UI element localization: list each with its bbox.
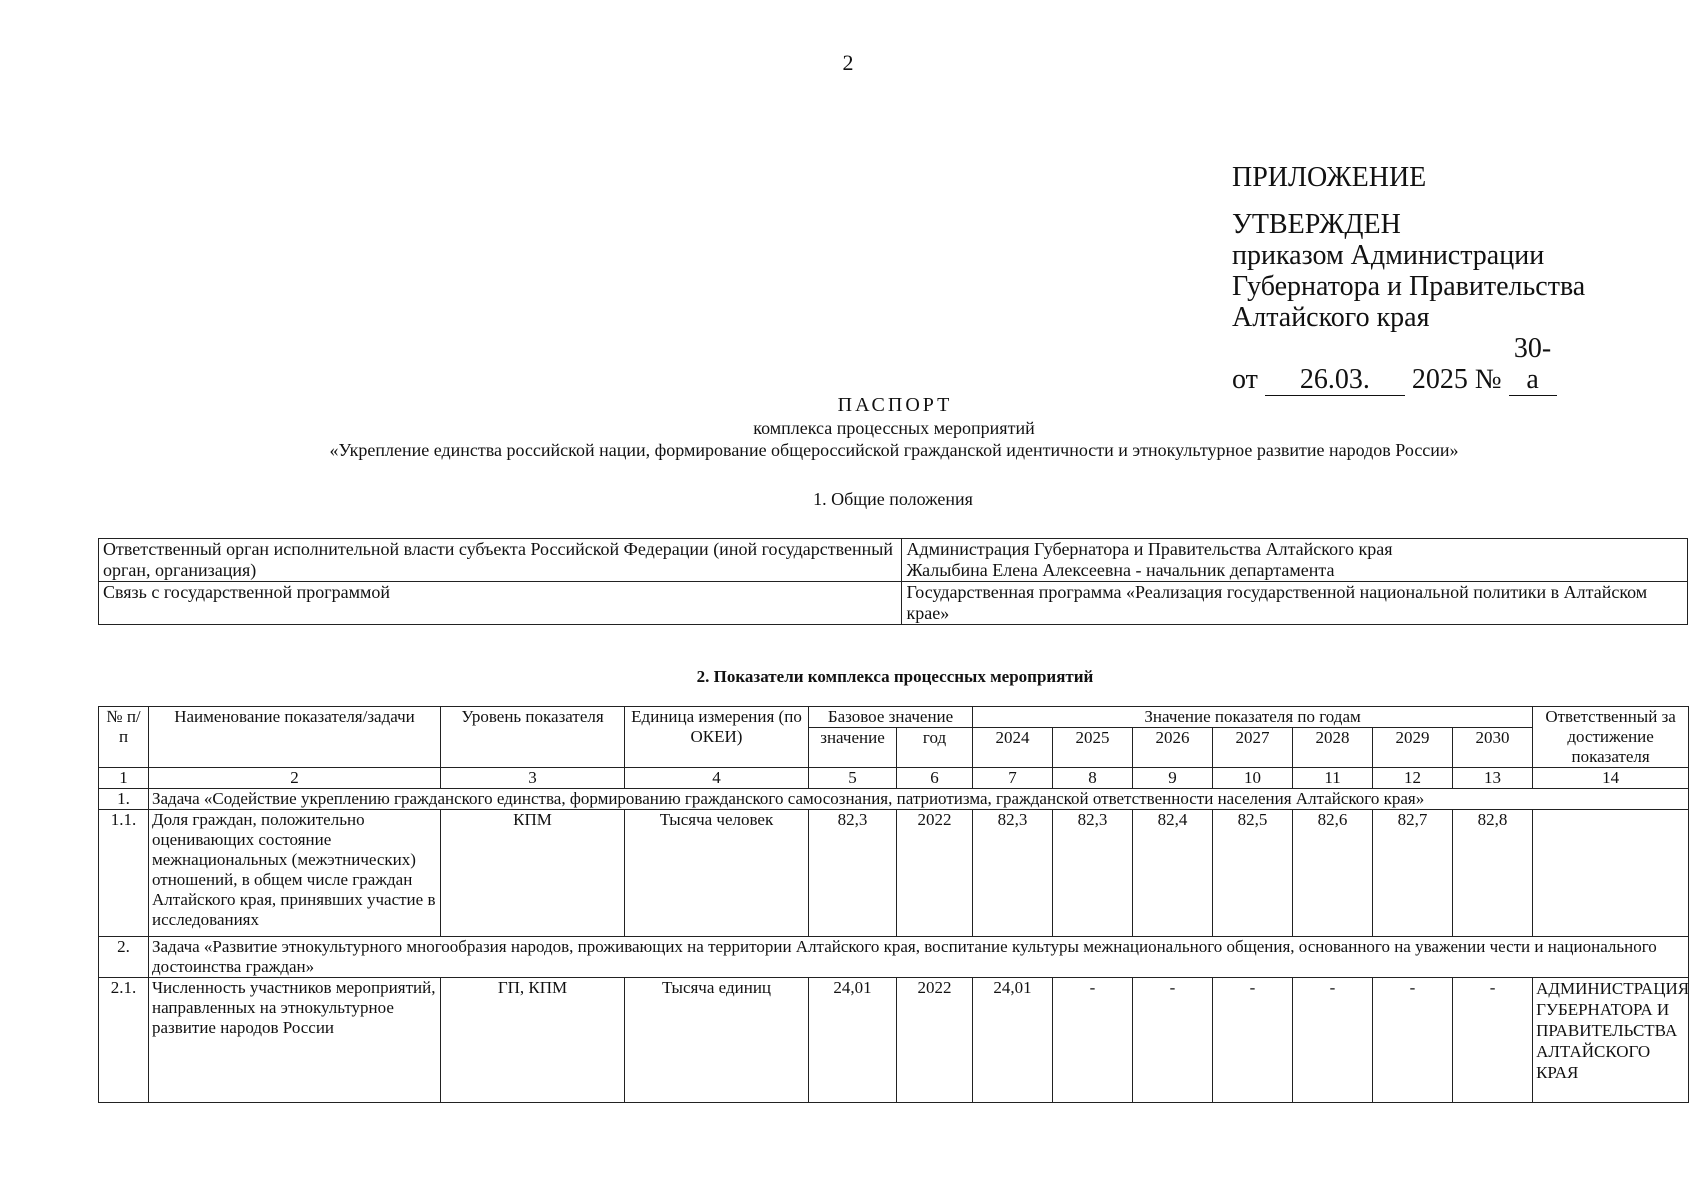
header-year: 2027 <box>1213 728 1293 768</box>
header-unit: Единица измерения (по ОКЕИ) <box>625 707 809 768</box>
row-value <box>902 539 1688 582</box>
year-value: - <box>1453 978 1533 1103</box>
year-value: 82,6 <box>1293 810 1373 937</box>
base-value: 24,01 <box>809 978 897 1103</box>
indicator-level: ГП, КПМ <box>441 978 625 1103</box>
column-number: 6 <box>897 768 973 789</box>
table-row <box>99 539 1688 582</box>
appendix-title: ПРИЛОЖЕНИЕ <box>1232 162 1427 193</box>
date-prefix: от <box>1232 364 1258 395</box>
row-label: Связь с государственной программой <box>99 582 902 625</box>
header-level: Уровень показателя <box>441 707 625 768</box>
table-row <box>99 810 1689 937</box>
task-row <box>99 937 1689 978</box>
header-num: № п/п <box>99 707 149 768</box>
header-base: Базовое значение <box>809 707 973 728</box>
general-provisions-table <box>98 538 1688 625</box>
column-number: 3 <box>441 768 625 789</box>
task-text: Задача «Развитие этнокультурного многообразия народов, проживающих на территории Алтайского края, воспитание культуры межнационального общения, основанного на уважении чести и национального достоинства граждан» <box>149 937 1689 978</box>
header-year: 2026 <box>1133 728 1213 768</box>
base-year: 2022 <box>897 978 973 1103</box>
header-year: 2030 <box>1453 728 1533 768</box>
year-value: - <box>1053 978 1133 1103</box>
appendix-block <box>1232 162 1585 396</box>
header-year: 2024 <box>973 728 1053 768</box>
order-line-3: Алтайского края <box>1232 302 1430 333</box>
passport-subtitle: комплекса процессных мероприятий <box>753 418 1035 438</box>
header-name: Наименование показателя/задачи <box>149 707 441 768</box>
column-number: 2 <box>149 768 441 789</box>
indicator-unit: Тысяча человек <box>625 810 809 937</box>
row-value-line: Жалыбина Елена Алексеевна - начальник департамента <box>906 560 1335 580</box>
year-value: - <box>1293 978 1373 1103</box>
column-number: 1 <box>99 768 149 789</box>
task-row <box>99 789 1689 810</box>
row-value: Государственная программа «Реализация государственной национальной политики в Алтайском крае» <box>902 582 1688 625</box>
column-number: 9 <box>1133 768 1213 789</box>
indicator-unit: Тысяча единиц <box>625 978 809 1103</box>
year-value: 82,3 <box>973 810 1053 937</box>
order-year: 2025 <box>1411 364 1468 395</box>
table-row <box>99 978 1689 1103</box>
year-value: 82,7 <box>1373 810 1453 937</box>
indicators-table <box>98 706 1689 1103</box>
row-num: 2.1. <box>99 978 149 1103</box>
passport-heading: ПАСПОРТ <box>837 394 953 416</box>
year-value: 82,3 <box>1053 810 1133 937</box>
indicator-name: Доля граждан, положительно оценивающих состояние межнациональных (межэтнических) отношений, в общем числе граждан Алтайского края, принявших участие в исследованиях <box>149 810 441 937</box>
header-base-year: год <box>897 728 973 768</box>
row-num: 1.1. <box>99 810 149 937</box>
column-number: 14 <box>1533 768 1689 789</box>
column-number: 4 <box>625 768 809 789</box>
task-num: 2. <box>99 937 149 978</box>
column-number: 7 <box>973 768 1053 789</box>
base-value: 82,3 <box>809 810 897 937</box>
year-value: - <box>1373 978 1453 1103</box>
approved-label: УТВЕРЖДЕН <box>1232 209 1401 240</box>
order-number: 30-а <box>1509 333 1557 396</box>
column-number: 5 <box>809 768 897 789</box>
table-row <box>99 582 1688 625</box>
responsible: АДМИНИСТРАЦИЯ ГУБЕРНАТОРА И ПРАВИТЕЛЬСТВА АЛТАЙСКОГО КРАЯ <box>1533 978 1689 1103</box>
page-number: 2 <box>842 50 854 75</box>
order-date: 26.03. <box>1265 364 1405 396</box>
order-line-1: приказом Администрации <box>1232 240 1545 271</box>
section2-title: 2. Показатели комплекса процессных мероприятий <box>696 667 1094 686</box>
column-number: 8 <box>1053 768 1133 789</box>
header-row <box>99 707 1689 728</box>
task-num: 1. <box>99 789 149 810</box>
responsible <box>1533 810 1689 937</box>
section1-title: 1. Общие положения <box>813 489 973 509</box>
year-value: 82,5 <box>1213 810 1293 937</box>
number-sign: № <box>1474 364 1502 395</box>
year-value: - <box>1213 978 1293 1103</box>
row-value-line: Администрация Губернатора и Правительства Алтайского края <box>906 539 1393 559</box>
column-number: 12 <box>1373 768 1453 789</box>
header-base-value: значение <box>809 728 897 768</box>
year-value: 24,01 <box>973 978 1053 1103</box>
passport-name: «Укрепление единства российской нации, формирование общероссийской гражданской идентичности и этнокультурное развитие народов России» <box>329 440 1459 460</box>
column-number: 11 <box>1293 768 1373 789</box>
column-number: 10 <box>1213 768 1293 789</box>
header-responsible: Ответственный за достижение показателя <box>1533 707 1689 768</box>
indicator-name: Численность участников мероприятий, направленных на этнокультурное развитие народов России <box>149 978 441 1103</box>
indicator-level: КПМ <box>441 810 625 937</box>
base-year: 2022 <box>897 810 973 937</box>
header-year: 2029 <box>1373 728 1453 768</box>
year-value: 82,4 <box>1133 810 1213 937</box>
header-year: 2025 <box>1053 728 1133 768</box>
header-values-by-year: Значение показателя по годам <box>973 707 1533 728</box>
header-year: 2028 <box>1293 728 1373 768</box>
order-date-line <box>1232 333 1585 396</box>
row-label: Ответственный орган исполнительной власти субъекта Российской Федерации (иной государственный орган, организация) <box>99 539 902 582</box>
year-value: 82,8 <box>1453 810 1533 937</box>
column-number: 13 <box>1453 768 1533 789</box>
task-text: Задача «Содействие укреплению гражданского единства, формированию гражданского самосознания, патриотизма, гражданской ответственности населения Алтайского края» <box>149 789 1689 810</box>
order-line-2: Губернатора и Правительства <box>1232 271 1586 302</box>
year-value: - <box>1133 978 1213 1103</box>
column-number-row <box>99 768 1689 789</box>
